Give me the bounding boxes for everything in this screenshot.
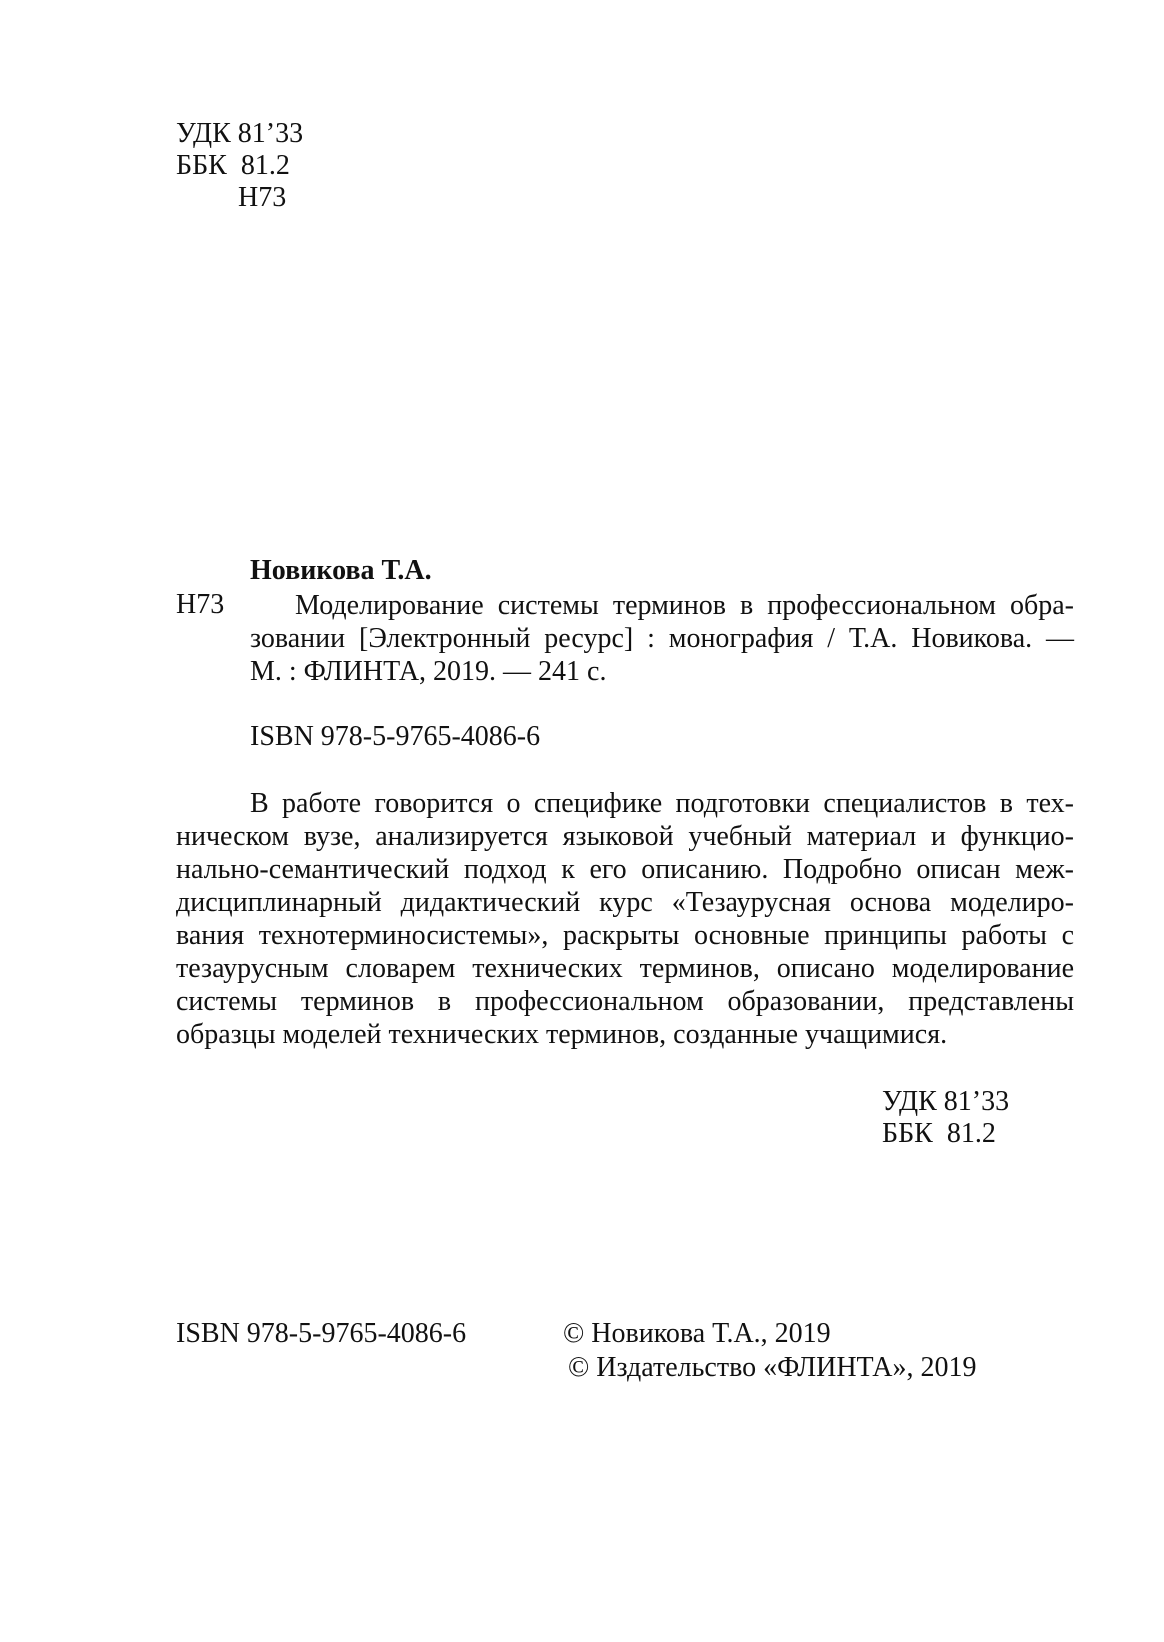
annotation-line: вания технотерминосистемы», раскрыты основные принципы работы с bbox=[176, 920, 1074, 951]
annotation-line: системы терминов в профессиональном образовании, представлены bbox=[176, 986, 1074, 1017]
annotation-line: дисциплинарный дидактический курс «Тезаурусная основа моделиро- bbox=[176, 887, 1074, 918]
footer-copyright-author: © Новикова Т.А., 2019 bbox=[563, 1318, 831, 1349]
top-author-code: Н73 bbox=[238, 182, 287, 213]
bottom-udk: УДК 81’33 bbox=[882, 1086, 1010, 1117]
annotation-line: нально-семантический подход к его описанию. Подробно описан меж- bbox=[176, 854, 1074, 885]
annotation bbox=[176, 787, 1074, 1051]
record-description bbox=[176, 589, 1074, 688]
annotation-line: ническом вузе, анализируется языковой учебный материал и функцио- bbox=[176, 821, 1074, 852]
record-author: Новикова Т.А. bbox=[250, 555, 432, 586]
record-line: зовании [Электронный ресурс] : монография / Т.А. Новикова. — bbox=[250, 623, 1074, 654]
annotation-line: В работе говорится о специфике подготовки специалистов в тех- bbox=[250, 788, 1074, 819]
footer-copyright-publisher: © Издательство «ФЛИНТА», 2019 bbox=[568, 1352, 977, 1383]
record-line: Моделирование системы терминов в профессиональном обра- bbox=[295, 590, 1074, 621]
record-isbn: ISBN 978-5-9765-4086-6 bbox=[250, 721, 541, 752]
record-line: М. : ФЛИНТА, 2019. — 241 с. bbox=[250, 656, 607, 687]
annotation-line: образцы моделей технических терминов, созданные учащимися. bbox=[176, 1019, 948, 1050]
annotation-line: тезаурусным словарем технических терминов, описано моделирование bbox=[176, 953, 1074, 984]
record-author-code: Н73 bbox=[176, 589, 225, 620]
top-udk: УДК 81’33 bbox=[176, 118, 304, 149]
top-bbk: ББК 81.2 bbox=[176, 150, 290, 181]
footer-isbn: ISBN 978-5-9765-4086-6 bbox=[176, 1318, 467, 1349]
bottom-bbk: ББК 81.2 bbox=[882, 1118, 996, 1149]
